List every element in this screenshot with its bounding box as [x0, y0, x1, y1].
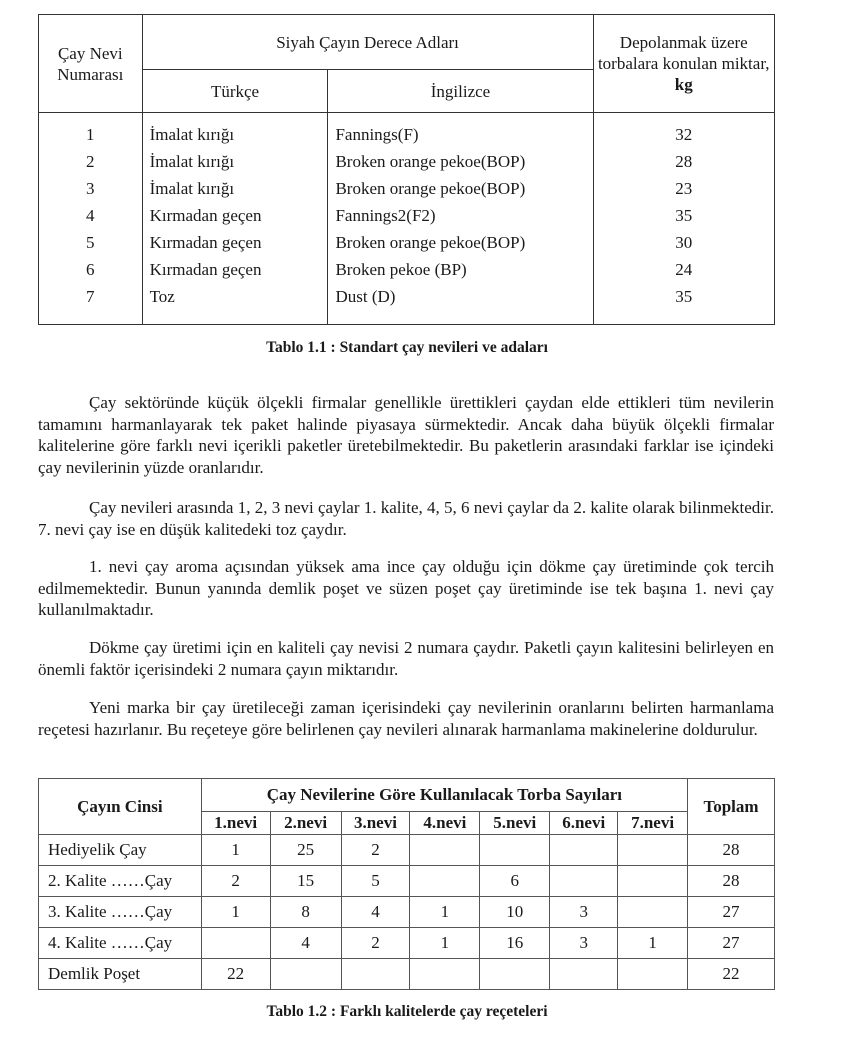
- cell-amount: 32: [593, 113, 774, 149]
- cell-turkish: Kırmadan geçen: [142, 256, 328, 283]
- header-grade-names: Siyah Çayın Derece Adları: [142, 15, 593, 70]
- cell-value: 4: [270, 928, 341, 959]
- header-tea-type: Çayın Cinsi: [39, 779, 202, 835]
- cell-value: 16: [480, 928, 550, 959]
- cell-turkish: İmalat kırığı: [142, 175, 328, 202]
- cell-total: 27: [688, 897, 775, 928]
- cell-turkish: İmalat kırığı: [142, 113, 328, 149]
- cell-english: Fannings2(F2): [328, 202, 593, 229]
- cell-value: 2: [341, 928, 410, 959]
- table-row: [39, 835, 775, 866]
- table-row: [39, 897, 775, 928]
- tea-recipes-table: [38, 778, 775, 990]
- cell-total: 28: [688, 835, 775, 866]
- header-amount-unit: kg: [674, 75, 693, 94]
- cell-value: 5: [341, 866, 410, 897]
- cell-amount: 24: [593, 256, 774, 283]
- cell-value: 1: [201, 835, 270, 866]
- table1-caption: Tablo 1.1 : Standart çay nevileri ve adaları: [266, 339, 548, 356]
- cell-value: [618, 959, 688, 990]
- header-nevi-4: 4.nevi: [410, 812, 480, 835]
- cell-tea-type: Hediyelik Çay: [39, 835, 202, 866]
- header-turkish: Türkçe: [142, 70, 328, 113]
- cell-turkish: İmalat kırığı: [142, 148, 328, 175]
- cell-total: 22: [688, 959, 775, 990]
- cell-english: Fannings(F): [328, 113, 593, 149]
- header-total: Toplam: [688, 779, 775, 835]
- paragraph-1: Çay sektöründe küçük ölçekli firmalar genellikle ürettikleri çaydan elde ettikleri tüm nevilerin tamamını harmanlayarak tek paket halinde piyasaya sürmektedir. Ancak daha büyük ölçekli firmalar kalitelerine göre farklı nevi içerikli paketler üretebilmektedir. Bu paketlerin arasındaki farklar ise içindeki çay nevilerinin yüzde oranlarıdır.: [38, 393, 774, 477]
- cell-value: [341, 959, 410, 990]
- table-row: [39, 175, 775, 202]
- cell-value: [618, 897, 688, 928]
- cell-value: [480, 835, 550, 866]
- table-row: [39, 113, 775, 149]
- table-row: [39, 283, 775, 325]
- cell-value: 1: [201, 897, 270, 928]
- cell-value: [550, 866, 618, 897]
- cell-number: 4: [39, 202, 143, 229]
- cell-value: 25: [270, 835, 341, 866]
- cell-number: 1: [39, 113, 143, 149]
- cell-turkish: Toz: [142, 283, 328, 325]
- cell-turkish: Kırmadan geçen: [142, 229, 328, 256]
- paragraph-2: Çay nevileri arasında 1, 2, 3 nevi çaylar 1. kalite, 4, 5, 6 nevi çaylar da 2. kalite olarak bilinmektedir. 7. nevi çay ise en düşük kalitedeki toz çaydır.: [38, 498, 774, 539]
- cell-number: 7: [39, 283, 143, 325]
- cell-value: 1: [618, 928, 688, 959]
- header-nevi-2: 2.nevi: [270, 812, 341, 835]
- cell-number: 5: [39, 229, 143, 256]
- cell-value: [410, 959, 480, 990]
- cell-amount: 35: [593, 202, 774, 229]
- cell-value: 6: [480, 866, 550, 897]
- paragraph-5: Yeni marka bir çay üretileceği zaman içerisindeki çay nevilerinin oranlarını belirten harmanlama reçetesi hazırlanır. Bu reçeteye göre belirlenen çay nevileri alınarak harmanlama makinelerine doldurulur.: [38, 698, 774, 739]
- header-nevi-7: 7.nevi: [618, 812, 688, 835]
- cell-value: 1: [410, 928, 480, 959]
- cell-value: 22: [201, 959, 270, 990]
- header-english: İngilizce: [328, 70, 593, 113]
- header-nevi-6: 6.nevi: [550, 812, 618, 835]
- cell-value: 2: [201, 866, 270, 897]
- table-row: [39, 866, 775, 897]
- header-nevi-5: 5.nevi: [480, 812, 550, 835]
- cell-amount: 28: [593, 148, 774, 175]
- cell-value: [201, 928, 270, 959]
- cell-amount: 30: [593, 229, 774, 256]
- cell-value: 10: [480, 897, 550, 928]
- header-bag-counts: Çay Nevilerine Göre Kullanılacak Torba Sayıları: [201, 779, 687, 812]
- cell-english: Broken orange pekoe(BOP): [328, 229, 593, 256]
- cell-number: 3: [39, 175, 143, 202]
- cell-value: 8: [270, 897, 341, 928]
- cell-number: 2: [39, 148, 143, 175]
- cell-number: 6: [39, 256, 143, 283]
- table-row: [39, 229, 775, 256]
- paragraph-4: Dökme çay üretimi için en kaliteli çay nevisi 2 numara çaydır. Paketli çayın kalitesini belirleyen en önemli faktör içerisindeki 2 numara çayın miktarıdır.: [38, 638, 774, 679]
- cell-tea-type: 4. Kalite ……Çay: [39, 928, 202, 959]
- cell-total: 28: [688, 866, 775, 897]
- header-nevi-1: 1.nevi: [201, 812, 270, 835]
- table-row: [39, 959, 775, 990]
- header-amount-text: Depolanmak üzere torbalara konulan miktar,: [597, 33, 770, 73]
- cell-value: [550, 835, 618, 866]
- cell-amount: 35: [593, 283, 774, 325]
- cell-value: [480, 959, 550, 990]
- cell-tea-type: Demlik Poşet: [39, 959, 202, 990]
- table-row: [39, 928, 775, 959]
- cell-value: 3: [550, 928, 618, 959]
- cell-english: Broken orange pekoe(BOP): [328, 175, 593, 202]
- cell-value: 3: [550, 897, 618, 928]
- cell-value: [270, 959, 341, 990]
- cell-english: Dust (D): [328, 283, 593, 325]
- table-row: [39, 256, 775, 283]
- cell-english: Broken orange pekoe(BOP): [328, 148, 593, 175]
- cell-value: [410, 866, 480, 897]
- paragraph-3: 1. nevi çay aroma açısından yüksek ama ince çay olduğu için dökme çay üretiminde çok tercih edilmemektedir. Bunun yanında demlik poşet ve süzen poşet çay üretiminde ise tek başına 1. nevi çay kullanılmaktadır.: [38, 557, 774, 619]
- cell-tea-type: 2. Kalite ……Çay: [39, 866, 202, 897]
- header-tea-number: Çay Nevi Numarası: [39, 15, 143, 113]
- table2-caption: Tablo 1.2 : Farklı kalitelerde çay reçeteleri: [266, 1003, 548, 1020]
- cell-english: Broken pekoe (BP): [328, 256, 593, 283]
- tea-types-table: [38, 14, 775, 325]
- header-amount: [593, 15, 774, 113]
- cell-turkish: Kırmadan geçen: [142, 202, 328, 229]
- cell-total: 27: [688, 928, 775, 959]
- cell-value: [410, 835, 480, 866]
- cell-value: 4: [341, 897, 410, 928]
- cell-value: [618, 835, 688, 866]
- table-row: [39, 148, 775, 175]
- cell-tea-type: 3. Kalite ……Çay: [39, 897, 202, 928]
- header-nevi-3: 3.nevi: [341, 812, 410, 835]
- cell-value: 2: [341, 835, 410, 866]
- table-row: [39, 202, 775, 229]
- cell-amount: 23: [593, 175, 774, 202]
- cell-value: [618, 866, 688, 897]
- cell-value: [550, 959, 618, 990]
- cell-value: 15: [270, 866, 341, 897]
- cell-value: 1: [410, 897, 480, 928]
